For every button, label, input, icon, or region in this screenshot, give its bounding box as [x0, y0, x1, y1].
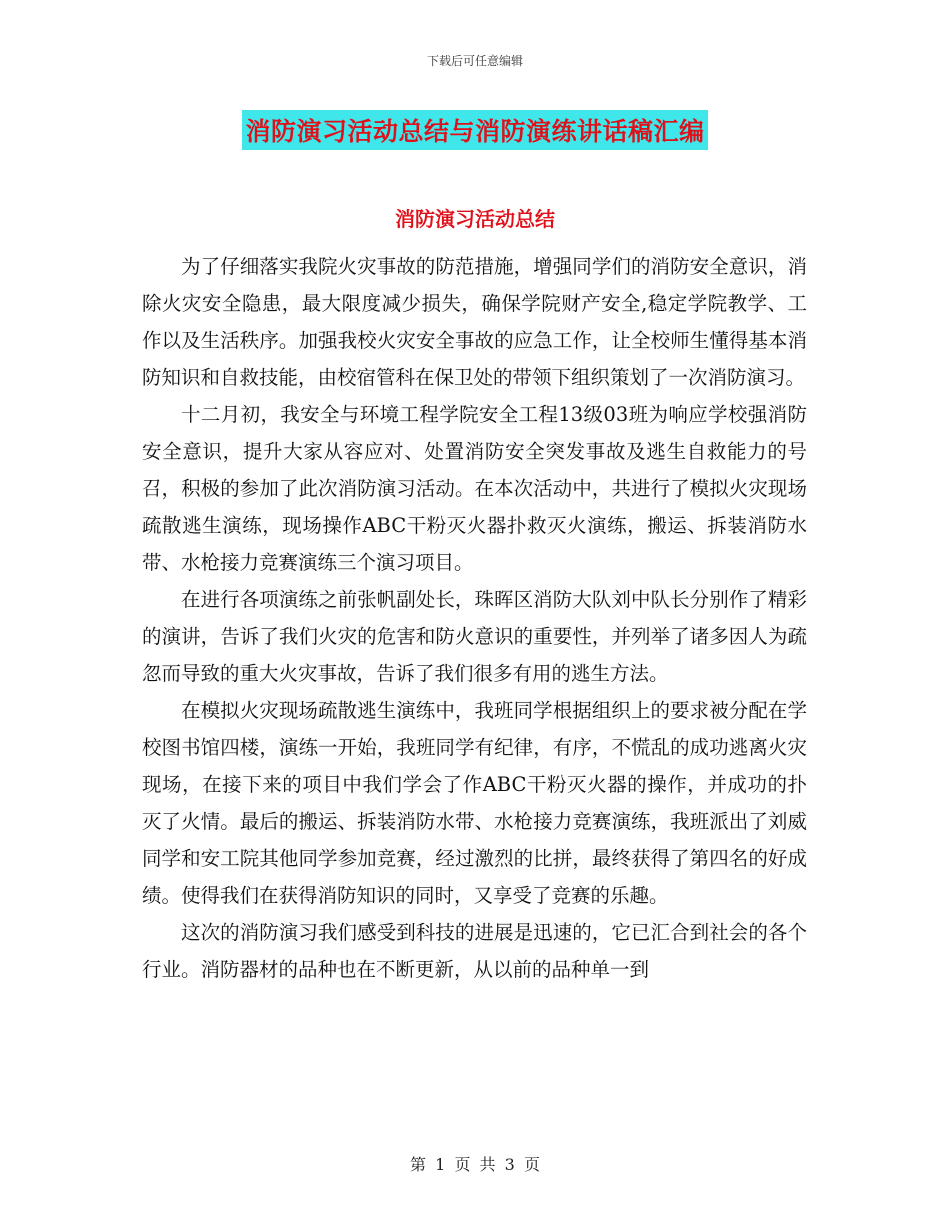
paragraph: 这次的消防演习我们感受到科技的进展是迅速的，它已汇合到社会的各个行业。消防器材的品种也在不断更新，从以前的品种单一到: [142, 921, 807, 981]
paragraph: 为了仔细落实我院火灾事故的防范措施，增强同学们的消防安全意识，消除火灾安全隐患，最大限度减少损失，确保学院财产安全,稳定学院教学、工作以及生活秩序。加强我校火灾安全事故的应急工作，让全校师生懂得基本消防知识和自救技能，由校宿管科在保卫处的带领下组织策划了一次消防演习。: [142, 255, 807, 389]
body-text: [142, 248, 807, 988]
footer-current-page: 1: [435, 1155, 446, 1174]
paragraph: 十二月初，我安全与环境工程学院安全工程13级03班为响应学校强消防安全意识，提升大家从容应对、处置消防安全突发事故及逃生自救能力的号召，积极的参加了此次消防演习活动。在本次活动中，共进行了模拟火灾现场疏散逃生演练，现场操作ABC干粉灭火器扑救灭火演练，搬运、拆装消防水带、水枪接力竞赛演练三个演习项目。: [142, 403, 807, 574]
footer-label-page-unit: 页: [454, 1155, 471, 1174]
paragraph: 在进行各项演练之前张帆副处长，珠晖区消防大队刘中队长分别作了精彩的演讲，告诉了我们火灾的危害和防火意识的重要性，并列举了诸多因人为疏忽而导致的重大火灾事故，告诉了我们很多有用的逃生方法。: [142, 588, 807, 685]
page-footer: [0, 1152, 950, 1175]
section-title: 消防演习活动总结: [395, 207, 555, 231]
paragraph: 在模拟火灾现场疏散逃生演练中，我班同学根据组织上的要求被分配在学校图书馆四楼，演练一开始，我班同学有纪律，有序，不慌乱的成功逃离火灾现场，在接下来的项目中我们学会了作ABC干粉灭火器的操作，并成功的扑灭了火情。最后的搬运、拆装消防水带、水枪接力竞赛演练，我班派出了刘威同学和安工院其他同学参加竞赛，经过激烈的比拼，最终获得了第四名的好成绩。使得我们在获得消防知识的同时，又享受了竞赛的乐趣。: [142, 699, 807, 907]
main-title-container: [0, 110, 950, 150]
footer-total-pages: 3: [504, 1155, 515, 1174]
footer-label-page: 第: [410, 1155, 427, 1174]
page-header: 下载后可任意编辑: [426, 54, 523, 68]
footer-label-total-unit: 页: [523, 1155, 540, 1174]
document-title: 消防演习活动总结与消防演练讲话稿汇编: [242, 110, 707, 150]
footer-label-total: 共: [479, 1155, 496, 1174]
